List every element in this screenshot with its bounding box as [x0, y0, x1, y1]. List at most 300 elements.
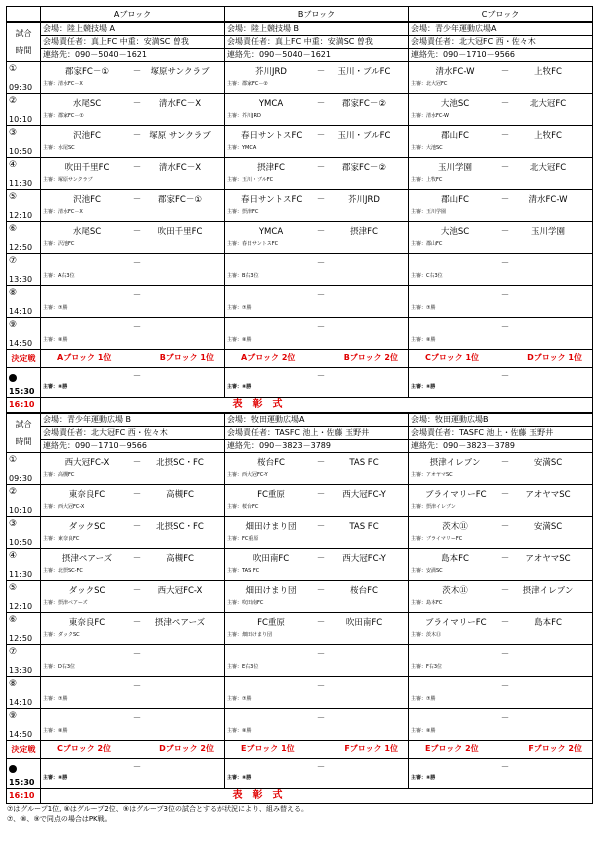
round-time-label [7, 414, 41, 453]
versus-dash: － [316, 458, 326, 468]
round-cell [7, 190, 41, 222]
venue-venue: 会場：牧田運動広場B [409, 414, 593, 427]
team-left: ブライマリーFC [425, 490, 487, 500]
final-right: Fブロック 2位 [528, 744, 582, 753]
match-cell [41, 645, 225, 677]
kettei-match-cell [41, 368, 225, 398]
round-time: 11:30 [9, 570, 33, 579]
team-right: アオヤマSC [525, 490, 571, 500]
final-label: 決定戦 [7, 741, 41, 759]
match-cell [41, 318, 225, 350]
match-cell [41, 453, 225, 485]
versus-dash: － [316, 163, 326, 173]
match-cell [225, 485, 409, 517]
match-cell [41, 549, 225, 581]
referee: 主審：桜台FC [227, 504, 259, 510]
referee: 主審：⑧勝 [43, 384, 68, 390]
team-right: 摂津ペアーズ [154, 618, 206, 628]
versus-dash: － [316, 99, 326, 109]
referee: 主審：西大冠FC-X [43, 504, 85, 510]
versus-dash: － [500, 618, 510, 628]
header-table [6, 6, 593, 22]
match-cell [409, 549, 593, 581]
referee: 主審：ダックSC [43, 632, 80, 638]
versus-dash: － [500, 291, 510, 301]
round-number: ③ [9, 128, 18, 138]
versus-dash: － [500, 195, 510, 205]
team-right: 郡家FC－② [342, 99, 386, 109]
versus-dash: － [132, 458, 142, 468]
team-left: 芥川JRD [255, 67, 287, 77]
team-right: 芥川JRD [348, 195, 380, 205]
round-number: ⑨ [9, 320, 18, 330]
team-right: 北大冠FC [529, 163, 567, 173]
final-right: Fブロック 1位 [344, 744, 398, 753]
versus-dash: － [132, 291, 142, 301]
team-right: 上牧FC [534, 131, 562, 141]
match-cell [409, 158, 593, 190]
team-left: 水尾SC [72, 99, 102, 109]
round-cell [7, 222, 41, 254]
final-right: Dブロック 1位 [527, 353, 582, 362]
team-left: 東奈良FC [68, 490, 106, 500]
team-right: 玉川・ブルFC [337, 67, 391, 77]
versus-dash: － [500, 490, 510, 500]
versus-dash: － [316, 554, 326, 564]
round-time: 14:50 [9, 730, 33, 739]
referee: 主審：⑧勝 [227, 384, 252, 390]
final-left: Eブロック 1位 [241, 744, 295, 753]
versus-dash: － [500, 714, 510, 724]
referee: 主審：B右3位 [227, 273, 259, 279]
round-number: ② [9, 96, 18, 106]
match-cell [409, 709, 593, 741]
versus-dash: － [500, 763, 510, 773]
venue-responsible: 会場責任者：TASFC 池上・佐藤 玉野井 [409, 427, 593, 440]
versus-dash: － [316, 67, 326, 77]
versus-dash: － [132, 372, 142, 382]
referee: 主審：島本FC [411, 600, 443, 606]
versus-dash: － [500, 323, 510, 333]
team-left: 吹田南FC [252, 554, 290, 564]
referee: 主審：茨木⑪ [411, 632, 442, 638]
venue-contact: 連絡先：090－3823－3789 [225, 440, 409, 453]
referee: 主審：⑦勝 [43, 305, 68, 311]
referee: 主審：⑦勝 [227, 696, 252, 702]
final-label: 決定戦 [7, 350, 41, 368]
match-cell [409, 453, 593, 485]
final-pairing [225, 350, 409, 368]
team-left: 畑田けまり団 [245, 586, 297, 596]
final-pairing [409, 350, 593, 368]
team-left: 沢池FC [73, 195, 101, 205]
versus-dash: － [500, 682, 510, 692]
versus-dash: － [316, 227, 326, 237]
round-number: ⑦ [9, 256, 18, 266]
match-cell [409, 62, 593, 94]
match-cell [41, 94, 225, 126]
match-cell [409, 677, 593, 709]
block-header-b: Bブロック [225, 7, 409, 22]
round-number: ④ [9, 160, 18, 170]
referee: 主審：安満SC [411, 568, 443, 574]
kettei-match-cell [409, 759, 593, 789]
versus-dash: － [316, 259, 326, 269]
referee: 主審：⑧勝 [411, 384, 436, 390]
match-cell [41, 485, 225, 517]
referee: 主審：摂津FC [227, 209, 259, 215]
team-right: TAS FC [349, 522, 379, 532]
match-cell [225, 158, 409, 190]
round-cell [7, 485, 41, 517]
final-pairing [225, 741, 409, 759]
round-number: ⑧ [9, 288, 18, 298]
versus-dash: － [316, 291, 326, 301]
match-cell [409, 485, 593, 517]
referee: 主審：摂津ペアーズ [43, 600, 88, 606]
team-left: 吹田千里FC [64, 163, 110, 173]
referee: 主審：C右3位 [411, 273, 443, 279]
versus-dash: － [132, 323, 142, 333]
final-left: Cブロック 2位 [57, 744, 112, 753]
match-cell [41, 517, 225, 549]
referee: 主審：塚原サンクラブ [43, 177, 93, 183]
venue-contact: 連絡先：090－3823－3789 [409, 440, 593, 453]
final-left: Eブロック 2位 [425, 744, 479, 753]
versus-dash: － [132, 131, 142, 141]
round-number: ⑦ [9, 647, 18, 657]
round-time: 10:50 [9, 147, 33, 156]
match-cell [409, 222, 593, 254]
team-right: 玉川学園 [530, 227, 565, 237]
match-cell [41, 613, 225, 645]
venue-responsible: 会場責任者：北大冠FC 西・佐々木 [41, 427, 225, 440]
round-number: ④ [9, 551, 18, 561]
team-left: 玉川学園 [437, 163, 472, 173]
referee: 主審：北摂SC-FC [43, 568, 83, 574]
round-time: 13:30 [9, 275, 33, 284]
team-right: 西大冠FC-Y [342, 554, 386, 564]
match-cell [41, 254, 225, 286]
round-number: ③ [9, 519, 18, 529]
match-cell [409, 318, 593, 350]
kettei-round-cell [7, 368, 41, 398]
team-left: 島本FC [441, 554, 469, 564]
match-cell [41, 158, 225, 190]
footnote-2: ⑦、⑧、⑨で同点の場合はPK戦。 [7, 815, 112, 823]
versus-dash: － [500, 163, 510, 173]
team-left: 郡家FC－① [65, 67, 109, 77]
referee: 主審：上牧FC [411, 177, 443, 183]
referee: 主審：高槻FC [43, 472, 75, 478]
footnote-1: ⑦はグループ1位, ⑧はグループ2位、⑨はグループ3位の試合とするが状況により、組み替える。 [7, 805, 308, 813]
versus-dash: － [316, 586, 326, 596]
round-cell [7, 581, 41, 613]
round-cell [7, 613, 41, 645]
kettei-match-cell [409, 368, 593, 398]
final-right: Bブロック 2位 [343, 353, 398, 362]
bullet-icon [9, 374, 17, 382]
final-left: Cブロック 1位 [425, 353, 480, 362]
team-left: 春日サントスFC [241, 131, 303, 141]
block-header-c: Cブロック [409, 7, 593, 22]
referee: 主審：⑧勝 [411, 728, 436, 734]
referee: 主審：摂津イレブン [411, 504, 456, 510]
versus-dash: － [500, 67, 510, 77]
versus-dash: － [132, 195, 142, 205]
kettei-round-cell [7, 759, 41, 789]
round-number: ⑤ [9, 583, 18, 593]
versus-dash: － [500, 458, 510, 468]
session-table [6, 413, 593, 804]
team-right: 高槻FC [166, 490, 194, 500]
team-right: 摂津イレブン [522, 586, 574, 596]
versus-dash: － [132, 618, 142, 628]
venue-contact: 連絡先：090－1710－9566 [409, 49, 593, 62]
time-label: 時間 [15, 437, 32, 446]
team-right: 安満SC [533, 458, 563, 468]
round-number: ⑤ [9, 192, 18, 202]
match-cell [225, 94, 409, 126]
venue-venue: 会場：陸上競技場 B [225, 23, 409, 36]
versus-dash: － [500, 650, 510, 660]
referee: 主審：郡山FC [411, 241, 443, 247]
ceremony-text: 表彰式 [225, 789, 409, 804]
match-cell [41, 222, 225, 254]
versus-dash: － [132, 650, 142, 660]
round-time-label [7, 23, 41, 62]
match-cell [409, 613, 593, 645]
match-cell [225, 709, 409, 741]
round-time: 13:30 [9, 666, 33, 675]
referee: 主審：⑧勝 [227, 337, 252, 343]
ceremony-time: 16:10 [7, 398, 41, 413]
referee: 主審：ブライマリーFC [411, 536, 463, 542]
match-cell [409, 645, 593, 677]
team-right: 北摂SC・FC [156, 522, 204, 532]
versus-dash: － [132, 67, 142, 77]
referee: 主審：D右3位 [43, 664, 76, 670]
referee: 主審：⑧勝 [227, 728, 252, 734]
versus-dash: － [132, 682, 142, 692]
team-right: 西大冠FC-X [157, 586, 203, 596]
team-left: 摂津イレブン [429, 458, 481, 468]
referee: 主審：⑦勝 [411, 696, 436, 702]
match-cell [41, 190, 225, 222]
final-pairing [409, 741, 593, 759]
round-cell [7, 517, 41, 549]
referee: 主審：F右3位 [411, 664, 443, 670]
round-number: ⑥ [9, 224, 18, 234]
versus-dash: － [132, 163, 142, 173]
bullet-icon [9, 765, 17, 773]
round-time: 14:10 [9, 307, 33, 316]
venue-responsible: 会場責任者：真上FC 中重：安満SC 曽我 [225, 36, 409, 49]
team-left: 大池SC [440, 99, 470, 109]
team-right: 安満SC [533, 522, 563, 532]
match-cell [225, 126, 409, 158]
referee: 主審：清水FC－X [43, 209, 83, 215]
team-left: 大池SC [440, 227, 470, 237]
versus-dash: － [500, 586, 510, 596]
final-left: Aブロック 2位 [241, 353, 296, 362]
schedule-sheet [6, 6, 592, 824]
round-number: ① [9, 64, 18, 74]
referee: 主審：FC重原 [227, 536, 259, 542]
match-cell [409, 517, 593, 549]
team-left: 清水FC-W [435, 67, 475, 77]
match-cell [225, 677, 409, 709]
round-cell [7, 286, 41, 318]
venue-contact: 連絡先：090－1710－9566 [41, 440, 225, 453]
round-number: ⑥ [9, 615, 18, 625]
round-cell [7, 158, 41, 190]
round-cell [7, 453, 41, 485]
round-cell [7, 677, 41, 709]
versus-dash: － [316, 682, 326, 692]
venue-contact: 連絡先：090－5040－1621 [41, 49, 225, 62]
match-cell [409, 286, 593, 318]
versus-dash: － [132, 586, 142, 596]
kettei-match-cell [225, 759, 409, 789]
venue-responsible: 会場責任者：北大冠FC 西・佐々木 [409, 36, 593, 49]
versus-dash: － [500, 554, 510, 564]
versus-dash: － [316, 323, 326, 333]
versus-dash: － [132, 763, 142, 773]
team-left: 郡山FC [441, 131, 469, 141]
referee: 主審：畑田けまり団 [227, 632, 273, 638]
referee: 主審：⑧勝 [43, 775, 68, 781]
team-left: 東奈良FC [68, 618, 106, 628]
team-left: 西大冠FC-X [64, 458, 110, 468]
versus-dash: － [316, 618, 326, 628]
referee: 主審：アオヤマSC [411, 472, 453, 478]
team-left: 桜台FC [257, 458, 285, 468]
venue-venue: 会場：青少年運動広場 B [41, 414, 225, 427]
team-left: ブライマリーFC [425, 618, 487, 628]
round-time: 12:50 [9, 634, 33, 643]
final-right: Dブロック 2位 [159, 744, 214, 753]
referee: 主審：E右3位 [227, 664, 259, 670]
team-left: YMCA [258, 99, 284, 109]
team-left: FC重原 [257, 618, 285, 628]
referee: 主審：YMCA [227, 145, 257, 151]
match-cell [225, 453, 409, 485]
ceremony-time: 16:10 [7, 789, 41, 804]
team-right: 塚原 サンクラブ [149, 131, 211, 141]
team-left: 畑田けまり団 [245, 522, 297, 532]
team-right: 清水FC-W [528, 195, 568, 205]
match-cell [409, 581, 593, 613]
versus-dash: － [500, 259, 510, 269]
round-time: 12:10 [9, 602, 33, 611]
venue-responsible: 会場責任者：TASFC 池上・佐藤 玉野井 [225, 427, 409, 440]
round-number: ⑨ [9, 711, 18, 721]
team-left: 摂津FC [257, 163, 285, 173]
versus-dash: － [316, 131, 326, 141]
round-cell [7, 645, 41, 677]
round-time: 09:30 [9, 83, 33, 92]
referee: 主審：大池SC [411, 145, 443, 151]
versus-dash: － [132, 227, 142, 237]
venue-venue: 会場：青少年運動広場A [409, 23, 593, 36]
versus-dash: － [132, 259, 142, 269]
team-right: 郡家FC－① [158, 195, 202, 205]
versus-dash: － [316, 195, 326, 205]
referee: 主審：⑧勝 [43, 337, 68, 343]
versus-dash: － [500, 522, 510, 532]
match-cell [41, 581, 225, 613]
team-left: 沢池FC [73, 131, 101, 141]
versus-dash: － [500, 372, 510, 382]
venue-contact: 連絡先：090－5040－1621 [225, 49, 409, 62]
referee: 主審：⑧勝 [227, 775, 252, 781]
kettei-time: 15:30 [9, 387, 35, 396]
versus-dash: － [316, 522, 326, 532]
versus-dash: － [316, 490, 326, 500]
round-time: 10:50 [9, 538, 33, 547]
versus-dash: － [316, 714, 326, 724]
team-right: 摂津FC [350, 227, 378, 237]
team-right: アオヤマSC [525, 554, 571, 564]
match-cell [225, 549, 409, 581]
referee: 主審：⑦勝 [227, 305, 252, 311]
versus-dash: － [132, 490, 142, 500]
team-left: ダックSC [68, 586, 106, 596]
referee: 主審：⑧勝 [43, 728, 68, 734]
referee: 主審：清水FC－X [43, 81, 83, 87]
round-time: 11:30 [9, 179, 33, 188]
versus-dash: － [132, 99, 142, 109]
round-number: ① [9, 455, 18, 465]
time-label: 時間 [15, 46, 32, 55]
referee: 主審：春日サントスFC [227, 241, 279, 247]
round-time: 10:10 [9, 506, 33, 515]
round-label: 試合 [15, 420, 32, 429]
round-label: 試合 [15, 29, 32, 38]
referee: 主審：芥川JRD [227, 113, 261, 119]
team-right: 吹田千里FC [157, 227, 203, 237]
team-right: 清水FC－X [158, 99, 202, 109]
team-right: 西大冠FC-Y [342, 490, 386, 500]
team-left: 茨木⑪ [442, 522, 468, 532]
round-cell [7, 549, 41, 581]
sessions-container [6, 22, 592, 804]
kettei-match-cell [225, 368, 409, 398]
session-table [6, 22, 593, 413]
referee: 主審：水尾SC [43, 145, 75, 151]
referee: 主審：TAS FC [227, 568, 260, 574]
referee: 主審：⑦勝 [411, 305, 436, 311]
kettei-time: 15:30 [9, 778, 35, 787]
match-cell [225, 190, 409, 222]
referee: 主審：A右3位 [43, 273, 75, 279]
match-cell [225, 286, 409, 318]
final-left: Aブロック 1位 [57, 353, 112, 362]
round-time: 12:50 [9, 243, 33, 252]
team-left: 郡山FC [441, 195, 469, 205]
team-left: 水尾SC [72, 227, 102, 237]
team-right: 吹田南FC [345, 618, 383, 628]
versus-dash: － [132, 554, 142, 564]
match-cell [409, 190, 593, 222]
team-right: TAS FC [349, 458, 379, 468]
block-header-a: Aブロック [41, 7, 225, 22]
referee: 主審：沢池FC [43, 241, 75, 247]
team-right: 北大冠FC [529, 99, 567, 109]
match-cell [225, 613, 409, 645]
match-cell [409, 126, 593, 158]
